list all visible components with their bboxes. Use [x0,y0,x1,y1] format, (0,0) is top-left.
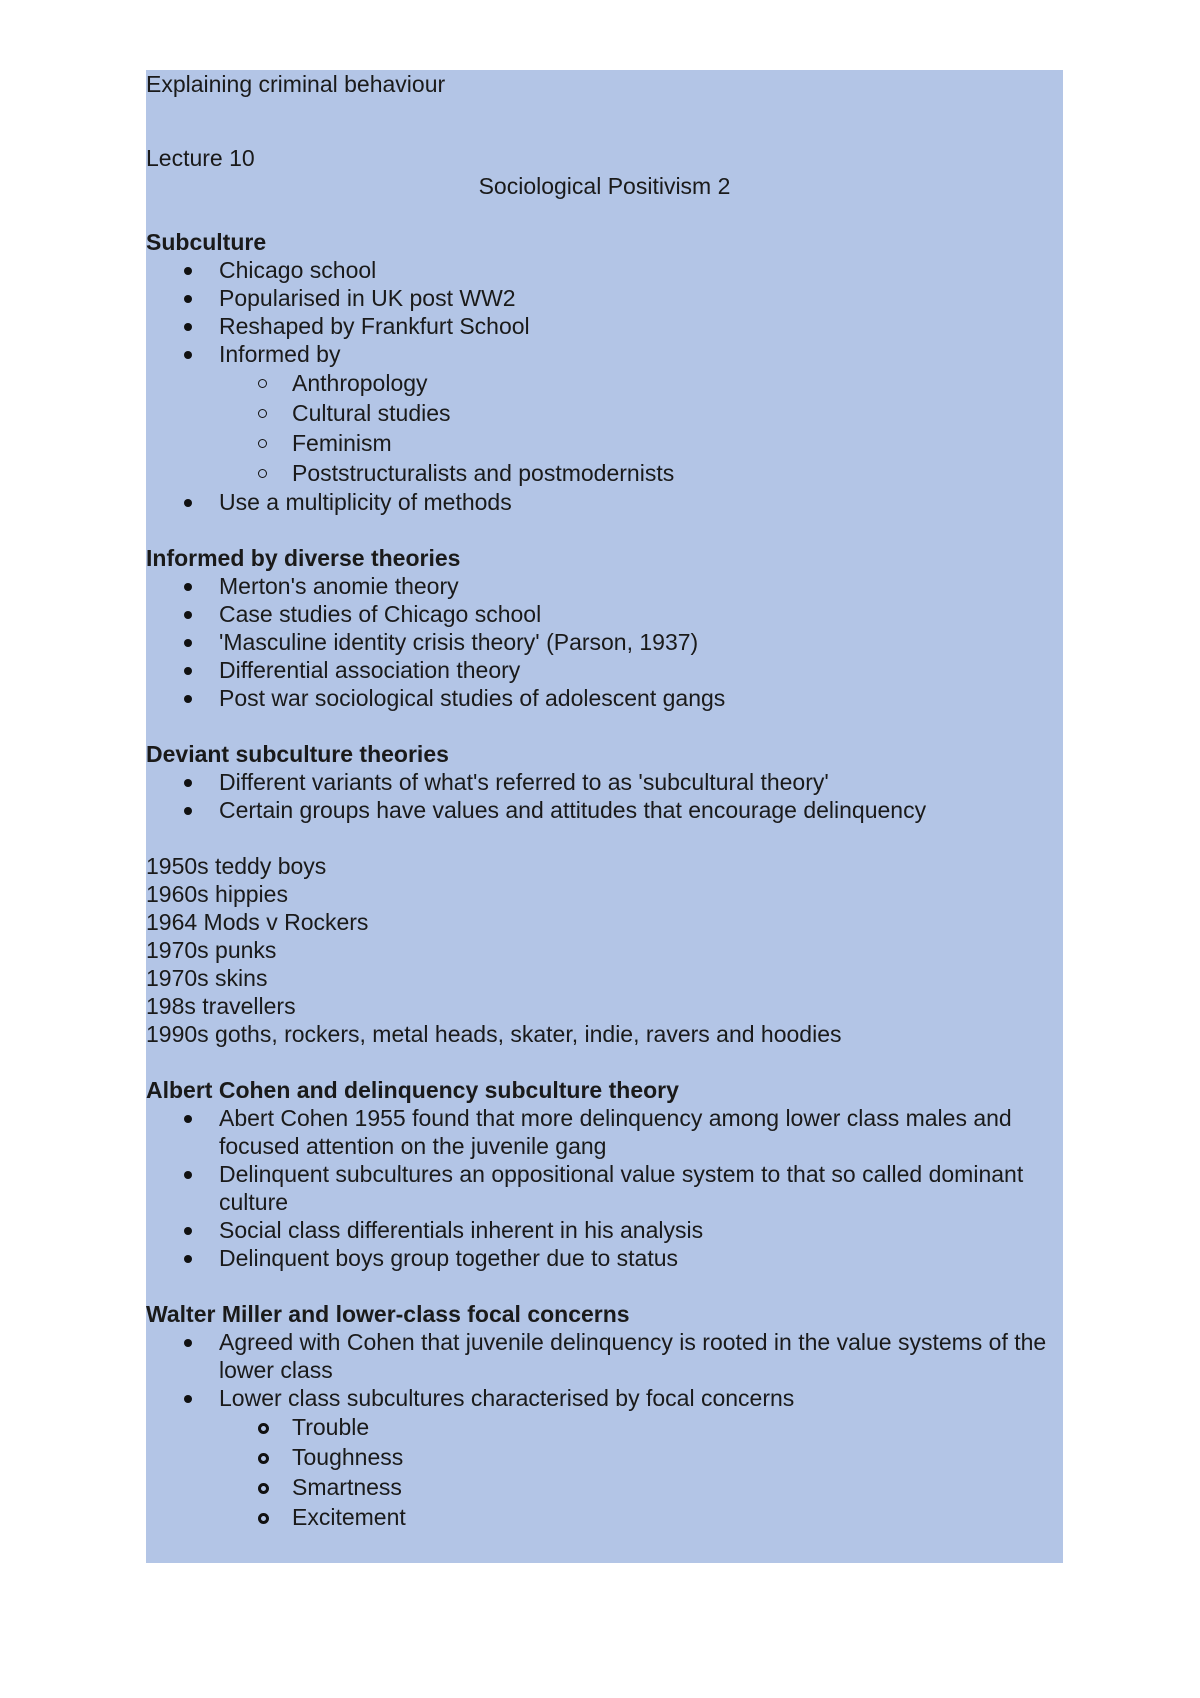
spacer [146,712,1063,740]
subculture-timeline [146,852,1063,1048]
bullet-icon [184,1395,192,1403]
cohen-list [146,1104,1063,1272]
bullet-icon [184,639,192,647]
document-content [146,70,1063,1532]
spacer [146,98,1063,144]
bullet-icon [184,1171,192,1179]
list-item: Post war sociological studies of adolescent gangs [146,684,1063,712]
course-title: Explaining criminal behaviour [146,71,446,97]
deviant-list [146,768,1063,824]
timeline-entry: 1970s skins [146,965,268,991]
timeline-entry: 1960s hippies [146,881,288,907]
list-item: Abert Cohen 1955 found that more delinquency among lower class males and focused attention on the juvenile gang [146,1104,1063,1160]
bullet-icon [184,267,192,275]
bullet-icon [184,1227,192,1235]
list-item: Social class differentials inherent in his analysis [146,1216,1063,1244]
hollow-bullet-icon [258,439,267,448]
bullet-icon [184,1255,192,1263]
list-item: Lower class subcultures characterised by focal concerns [146,1384,1063,1412]
list-item: Delinquent subcultures an oppositional value system to that so called dominant culture [146,1160,1063,1216]
bullet-icon [184,611,192,619]
bullet-icon [184,295,192,303]
hollow-bullet-icon [258,1423,269,1434]
subculture-list [146,256,1063,368]
hollow-bullet-icon [258,1453,269,1464]
timeline-entry: 1964 Mods v Rockers [146,909,369,935]
section-heading-deviant: Deviant subculture theories [146,741,449,767]
bullet-icon [184,807,192,815]
miller-list [146,1328,1063,1412]
sub-list-item: Excitement [146,1502,1063,1532]
timeline-entry: 1970s punks [146,937,277,963]
sub-list-item: Smartness [146,1472,1063,1502]
sub-list-item: Feminism [146,428,1063,458]
list-item: Differential association theory [146,656,1063,684]
timeline-entry: 1950s teddy boys [146,853,327,879]
hollow-bullet-icon [258,379,267,388]
sub-list-item: Cultural studies [146,398,1063,428]
sub-list-item: Poststructuralists and postmodernists [146,458,1063,488]
informed-by-sublist [146,368,1063,488]
bullet-icon [184,779,192,787]
section-heading-miller: Walter Miller and lower-class focal concerns [146,1301,630,1327]
diverse-theories-list [146,572,1063,712]
timeline-entry: 198s travellers [146,993,296,1019]
timeline-entry: 1990s goths, rockers, metal heads, skater, indie, ravers and hoodies [146,1021,842,1047]
sub-list-item: Trouble [146,1412,1063,1442]
spacer [146,1048,1063,1076]
page-title: Sociological Positivism 2 [478,173,731,199]
list-item: Case studies of Chicago school [146,600,1063,628]
bullet-icon [184,323,192,331]
bullet-icon [184,1339,192,1347]
section-heading-cohen: Albert Cohen and delinquency subculture theory [146,1077,679,1103]
bullet-icon [184,1115,192,1123]
list-item: Agreed with Cohen that juvenile delinquency is rooted in the value systems of the lower class [146,1328,1063,1384]
bullet-icon [184,695,192,703]
bullet-icon [184,499,192,507]
sub-list-item: Toughness [146,1442,1063,1472]
bullet-icon [184,351,192,359]
spacer [146,200,1063,228]
list-item: Delinquent boys group together due to status [146,1244,1063,1272]
list-item: Informed by [146,340,1063,368]
focal-concerns-sublist [146,1412,1063,1532]
list-item: Merton's anomie theory [146,572,1063,600]
list-item: Use a multiplicity of methods [146,488,1063,516]
list-item: Chicago school [146,256,1063,284]
list-item: Reshaped by Frankfurt School [146,312,1063,340]
lecture-label: Lecture 10 [146,145,255,171]
hollow-bullet-icon [258,1513,269,1524]
list-item: Certain groups have values and attitudes that encourage delinquency [146,796,1063,824]
hollow-bullet-icon [258,409,267,418]
list-item: 'Masculine identity crisis theory' (Parson, 1937) [146,628,1063,656]
spacer [146,516,1063,544]
list-item: Popularised in UK post WW2 [146,284,1063,312]
hollow-bullet-icon [258,1483,269,1494]
list-item: Different variants of what's referred to as 'subcultural theory' [146,768,1063,796]
section-heading-subculture: Subculture [146,229,267,255]
hollow-bullet-icon [258,469,267,478]
subculture-list-continued [146,488,1063,516]
bullet-icon [184,667,192,675]
section-heading-diverse-theories: Informed by diverse theories [146,545,461,571]
spacer [146,824,1063,852]
bullet-icon [184,583,192,591]
sub-list-item: Anthropology [146,368,1063,398]
spacer [146,1272,1063,1300]
